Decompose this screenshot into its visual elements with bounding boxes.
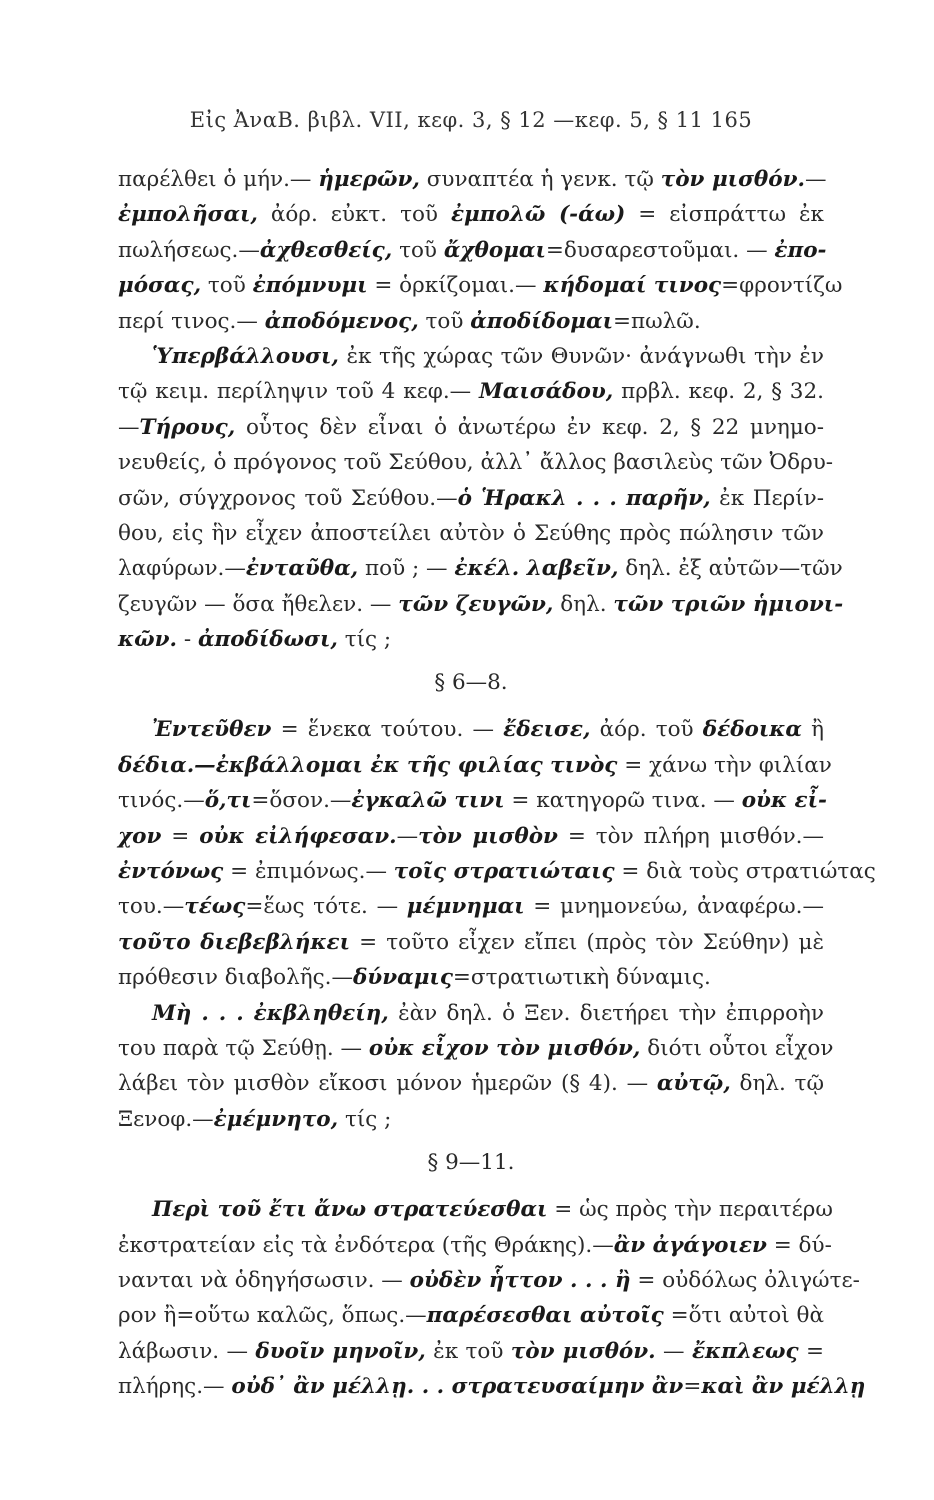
lemma-term: αὐτῷ, bbox=[656, 1071, 731, 1097]
lemma-term: δύναμις bbox=[352, 965, 453, 991]
lemma-term: ἐπο- bbox=[774, 237, 827, 263]
gloss-text: = κατηγορῶ τινα. — bbox=[504, 788, 742, 814]
lemma-term: τὸν μισθόν. bbox=[510, 1338, 656, 1364]
text-line bbox=[118, 1228, 832, 1263]
lemma-term: δέδοικα bbox=[702, 717, 802, 743]
gloss-text: =στρατιωτικὴ δύναμις. bbox=[452, 965, 711, 991]
lemma-term: ἐντόνως bbox=[118, 859, 224, 885]
lemma-term: Περὶ τοῦ ἔτι ἄνω στρατεύεσθαι bbox=[152, 1197, 548, 1223]
text-line bbox=[118, 1263, 860, 1298]
gloss-text: ζευγῶν — ὅσα ἤθελεν. — bbox=[118, 591, 399, 617]
lemma-term: Μαισάδου, bbox=[479, 379, 614, 405]
lemma-term: ἐκβάλλομαι ἐκ τῆς φιλίας τινὸς bbox=[215, 752, 618, 778]
text-line bbox=[118, 622, 824, 657]
gloss-text: δηλ. bbox=[553, 591, 614, 617]
lemma-term: ἐμπολῶ (-άω) bbox=[450, 202, 626, 228]
gloss-text: ἀόρ. τοῦ bbox=[590, 717, 703, 743]
text-line bbox=[118, 551, 843, 586]
gloss-text: του.— bbox=[118, 894, 185, 920]
gloss-text: νανται νὰ ὁδηγήσωσιν. — bbox=[118, 1267, 410, 1293]
gloss-text: τοῦ bbox=[392, 237, 444, 263]
gloss-text: =φροντίζω bbox=[721, 273, 843, 299]
gloss-text: =πωλῶ. bbox=[613, 308, 701, 334]
gloss-text: τίς ; bbox=[337, 627, 392, 653]
lemma-term: ἀποδίδωσι, bbox=[197, 627, 338, 653]
gloss-text: =ὅτι αὐτοὶ θὰ bbox=[663, 1303, 825, 1329]
text-line bbox=[118, 516, 824, 551]
paragraph-5 bbox=[118, 1192, 866, 1404]
lemma-term: ἐνταῦθα, bbox=[245, 556, 359, 582]
gloss-text: ἀόρ. εὐκτ. τοῦ bbox=[257, 202, 451, 228]
gloss-text: =ἕως τότε. — bbox=[245, 894, 407, 920]
text-line bbox=[118, 197, 824, 232]
gloss-text: τοῦ bbox=[418, 308, 471, 334]
lemma-term: ὁ Ἡρακλ . . . παρῆν, bbox=[457, 485, 711, 511]
text-line bbox=[118, 712, 824, 747]
lemma-term: ἀποδόμενος, bbox=[264, 308, 419, 334]
gloss-text: Ξενοφ.— bbox=[118, 1106, 214, 1132]
lemma-term: ἄχθομαι bbox=[443, 237, 546, 263]
gloss-text: του παρὰ τῷ Σεύθῃ. — bbox=[118, 1035, 369, 1061]
gloss-text: — bbox=[655, 1338, 692, 1364]
lemma-term: οὐδ᾽ ἂν μέλλῃ. . . στρατευσαίμην ἂν bbox=[231, 1374, 684, 1400]
text-line bbox=[118, 1031, 834, 1066]
gloss-text: =δυσαρεστοῦμαι. — bbox=[545, 237, 775, 263]
paragraph-3 bbox=[118, 712, 876, 995]
lemma-term: Ὑπερβάλλουσι, bbox=[152, 343, 339, 369]
gloss-text: τίς ; bbox=[338, 1106, 392, 1132]
text-line bbox=[118, 374, 824, 409]
paragraph-4 bbox=[118, 996, 834, 1138]
gloss-text: τῷ κειμ. περίληψιν τοῦ 4 κεφ.— bbox=[118, 379, 479, 405]
text-line bbox=[118, 960, 824, 995]
lemma-term: καὶ ἂν μέλλῃ bbox=[701, 1374, 866, 1400]
gloss-text: ἐὰν δηλ. ὁ Ξεν. διετήρει τὴν ἐπιρροὴν bbox=[388, 1000, 824, 1026]
lemma-term: δυοῖν μηνοῖν, bbox=[255, 1338, 426, 1364]
gloss-text: πρόθεσιν διαβολῆς.— bbox=[118, 965, 353, 991]
gloss-text: = bbox=[798, 1338, 824, 1364]
gloss-text: - bbox=[177, 627, 198, 653]
gloss-text: οὗτος δὲν εἶναι ὁ ἀνωτέρω ἐν κεφ. 2, § 22 μνημο- bbox=[235, 414, 824, 440]
gloss-text: τινός.— bbox=[118, 788, 205, 814]
lemma-term: ἐμέμνητο, bbox=[213, 1106, 339, 1132]
gloss-text: συναπτέα ἡ γενκ. τῷ bbox=[419, 167, 661, 192]
gloss-text: περί τινος.— bbox=[118, 308, 265, 334]
lemma-term: παρέσεσθαι αὐτοῖς bbox=[426, 1303, 664, 1329]
gloss-text: = διὰ τοὺς στρατιώτας bbox=[614, 859, 876, 885]
gloss-text: = ἐπιμόνως.— bbox=[223, 859, 394, 885]
gloss-text: ἐκ Περίν- bbox=[710, 485, 824, 511]
gloss-text: ποῦ ; — bbox=[358, 556, 455, 582]
gloss-text: τοῦ bbox=[201, 273, 253, 299]
lemma-term: Τήρους, bbox=[139, 414, 236, 440]
lemma-term: οὐκ εἶχον τὸν μισθόν, bbox=[368, 1035, 641, 1061]
text-line bbox=[118, 925, 824, 960]
gloss-text: =ὅσον.— bbox=[251, 788, 352, 814]
lemma-term: ὅ,τι bbox=[204, 788, 252, 814]
gloss-text: ἐκστρατείαν εἰς τὰ ἐνδότερα (τῆς Θράκης).— bbox=[118, 1232, 614, 1258]
gloss-text: = μνημονεύω, ἀναφέρω.— bbox=[524, 894, 824, 920]
lemma-term: μόσας, bbox=[118, 273, 202, 299]
lemma-term: τοῦτο διεβεβλήκει bbox=[118, 929, 351, 955]
lemma-term: Ἐντεῦθεν bbox=[152, 717, 272, 743]
lemma-term: κήδομαί τινος bbox=[543, 273, 722, 299]
lemma-term: οὐδὲν ἧττον . . . ἢ bbox=[409, 1267, 631, 1293]
lemma-term: τὸν μισθὸν bbox=[418, 823, 558, 849]
section-heading-6-8: § 6—8. bbox=[434, 670, 508, 696]
paragraph-1 bbox=[118, 162, 843, 339]
gloss-text: σῶν, σύγχρονος τοῦ Σεύθου.— bbox=[118, 485, 458, 511]
text-line bbox=[118, 481, 824, 516]
gloss-text: = οὐδόλως ὀλιγώτε- bbox=[630, 1267, 860, 1293]
lemma-term: ἐπόμνυμι bbox=[252, 273, 368, 299]
lemma-term: ἂν ἀγάγοιεν bbox=[613, 1232, 767, 1258]
gloss-text: = bbox=[683, 1374, 702, 1400]
lemma-term: οὐκ εἶ- bbox=[741, 788, 827, 814]
gloss-text: = δύ- bbox=[766, 1232, 832, 1258]
gloss-text: = χάνω τὴν φιλίαν bbox=[617, 752, 832, 778]
gloss-text: δηλ. τῷ bbox=[730, 1071, 824, 1097]
gloss-text: ἐκ τῆς χώρας τῶν Θυνῶν· ἀνάγνωθι τὴν ἐν bbox=[338, 343, 824, 369]
lemma-term: ἐκέλ. λαβεῖν, bbox=[454, 556, 619, 582]
text-line bbox=[118, 162, 827, 197]
gloss-text: = τοῦτο εἶχεν εἴπει (πρὸς τὸν Σεύθην) μὲ bbox=[350, 929, 825, 955]
gloss-text: διότι οὗτοι εἶχον bbox=[640, 1035, 834, 1061]
text-line bbox=[118, 339, 824, 374]
lemma-term: μέμνημαι bbox=[406, 894, 525, 920]
lemma-term: οὐκ εἰλήφεσαν. bbox=[199, 823, 397, 849]
running-header: Εἰς ἈναΒ. βιβλ. VII, κεφ. 3, § 12 —κεφ. 5, § 11 165 bbox=[189, 108, 753, 132]
gloss-text: ρον ἢ=οὕτω καλῶς, ὅπως.— bbox=[118, 1303, 427, 1329]
gloss-text: = ἕνεκα τούτου. — bbox=[271, 717, 504, 743]
text-line bbox=[118, 1369, 866, 1404]
text-line bbox=[118, 410, 824, 445]
gloss-text: λάβει τὸν μισθὸν εἴκοσι μόνον ἡμερῶν (§ 4). — bbox=[118, 1071, 657, 1097]
text-line bbox=[118, 819, 824, 854]
lemma-term: ἡμερῶν, bbox=[318, 167, 420, 192]
text-line bbox=[118, 587, 844, 622]
lemma-term: τὸν μισθόν. bbox=[660, 167, 806, 192]
gloss-text: θου, εἰς ἣν εἶχεν ἀποστείλει αὐτὸν ὁ Σεύθης πρὸς πώλησιν τῶν bbox=[118, 520, 824, 546]
text-line bbox=[118, 233, 827, 268]
text-line bbox=[118, 1066, 824, 1101]
gloss-text: δηλ. ἐξ αὐτῶν—τῶν bbox=[618, 556, 843, 582]
text-line bbox=[118, 996, 824, 1031]
gloss-text: πωλήσεως.— bbox=[118, 237, 260, 263]
gloss-text: — bbox=[118, 414, 140, 440]
lemma-term: ἐγκαλῶ τινι bbox=[351, 788, 505, 814]
text-line bbox=[118, 304, 824, 339]
text-line bbox=[118, 445, 834, 480]
lemma-term: τῶν ζευγῶν, bbox=[398, 591, 554, 617]
gloss-text: = ὁρκίζομαι.— bbox=[367, 273, 544, 299]
gloss-text: = bbox=[161, 823, 200, 849]
gloss-text: πρβλ. κεφ. 2, § 32. bbox=[613, 379, 824, 405]
text-line bbox=[118, 1192, 833, 1227]
gloss-text: ἢ bbox=[801, 717, 824, 743]
paragraph-2 bbox=[118, 339, 844, 658]
gloss-text: — bbox=[396, 823, 419, 849]
lemma-term: ἀποδίδομαι bbox=[470, 308, 613, 334]
gloss-text: λαφύρων.— bbox=[118, 556, 246, 582]
gloss-text: = τὸν πλήρη μισθόν.— bbox=[557, 823, 824, 849]
lemma-term: ἐμπολῆσαι, bbox=[118, 202, 258, 228]
text-line bbox=[118, 854, 876, 889]
gloss-text: πλήρης.— bbox=[118, 1374, 232, 1400]
lemma-term: χον bbox=[118, 823, 162, 849]
text-line bbox=[118, 1298, 824, 1333]
gloss-text: = εἰσπράττω ἐκ bbox=[625, 202, 824, 228]
lemma-term: Μὴ . . . ἐκβληθείη, bbox=[152, 1000, 389, 1026]
gloss-text: νευθείς, ὁ πρόγονος τοῦ Σεύθου, ἀλλ᾽ ἄλλος βασιλεὺς τῶν Ὀδρυ- bbox=[118, 450, 834, 476]
lemma-term: δέδια.— bbox=[118, 752, 216, 778]
gloss-text: = ὡς πρὸς τὴν περαιτέρω bbox=[547, 1197, 833, 1223]
lemma-term: τοῖς στρατιώταις bbox=[393, 859, 615, 885]
lemma-term: τῶν τριῶν ἡμιονι- bbox=[613, 591, 844, 617]
gloss-text: παρέλθει ὁ μήν.— bbox=[118, 167, 319, 192]
text-line bbox=[118, 1334, 824, 1369]
text-line bbox=[118, 268, 843, 303]
text-line bbox=[118, 1102, 824, 1137]
gloss-text: ἐκ τοῦ bbox=[425, 1338, 511, 1364]
lemma-term: ἀχθεσθείς, bbox=[259, 237, 393, 263]
lemma-term: τέως bbox=[184, 894, 246, 920]
lemma-term: ἔδεισε, bbox=[503, 717, 591, 743]
lemma-term: ἔκπλεως bbox=[691, 1338, 799, 1364]
lemma-term: κῶν. bbox=[118, 627, 177, 653]
section-heading-9-11: § 9—11. bbox=[427, 1150, 515, 1176]
text-line bbox=[118, 889, 824, 924]
text-line bbox=[118, 748, 832, 783]
gloss-text: — bbox=[805, 167, 827, 192]
text-line bbox=[118, 783, 827, 818]
gloss-text: λάβωσιν. — bbox=[118, 1338, 256, 1364]
